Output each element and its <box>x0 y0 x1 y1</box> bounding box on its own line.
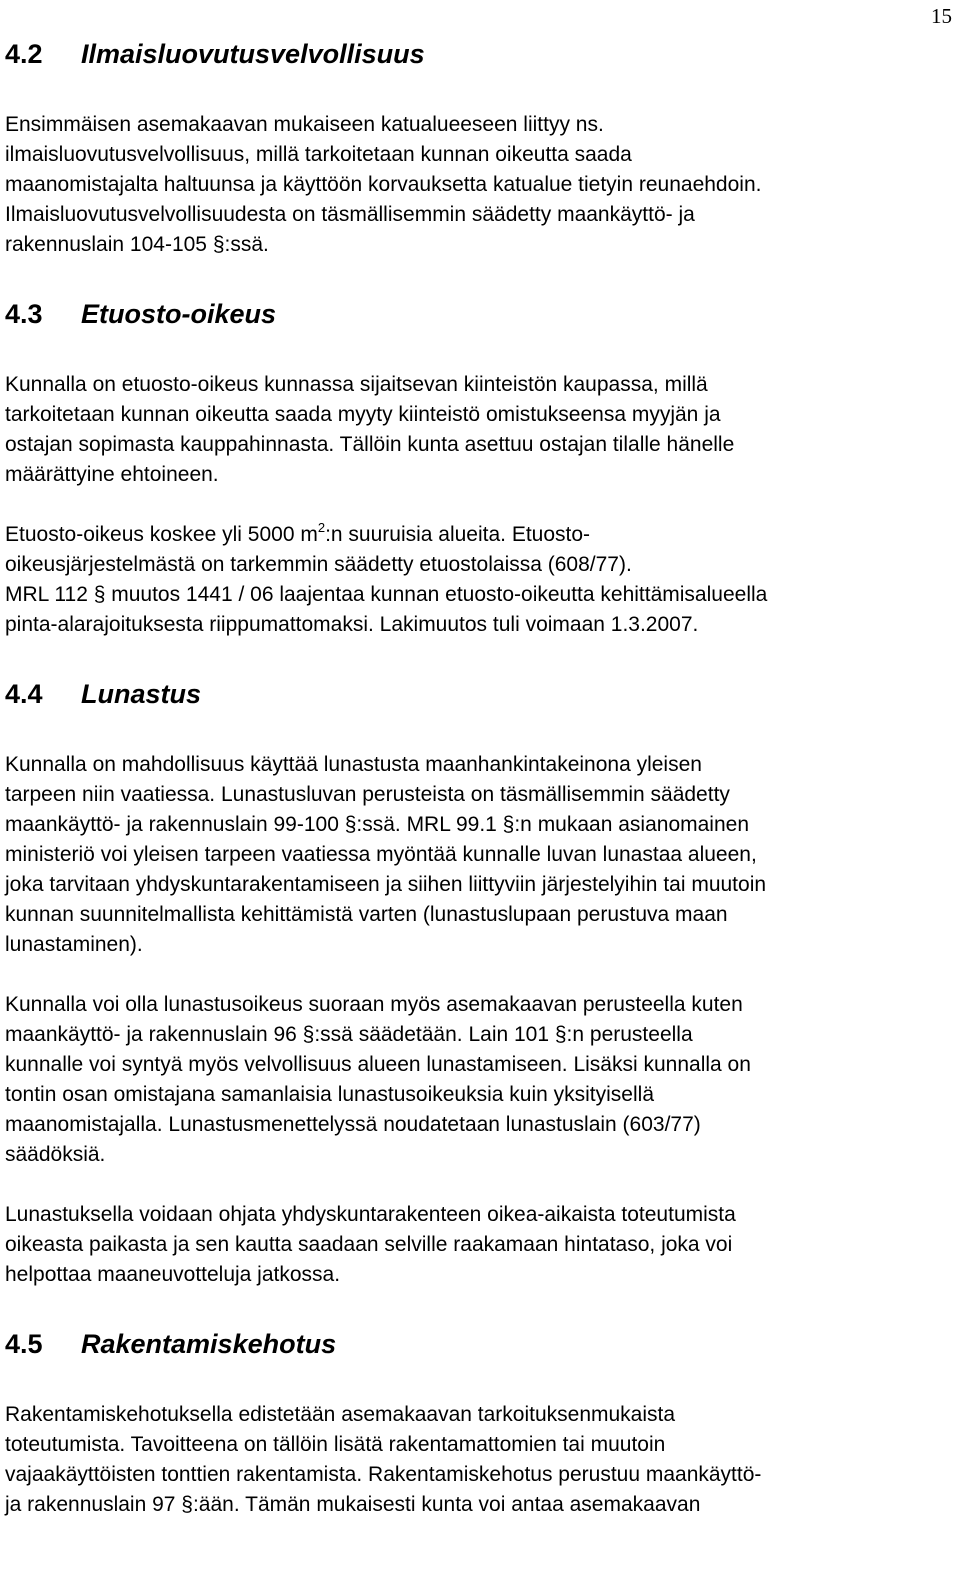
paragraph: Kunnalla on etuosto-oikeus kunnassa sijaitsevan kiinteistön kaupassa, millä tarkoitetaan kunnan oikeutta saada myyty kiinteistö omistukseensa myyjän ja ostajan sopimasta kauppahinnasta. Tällöin kunta asettuu ostajan tilalle hänelle määrättyine ehtoineen. <box>5 373 735 486</box>
section-heading-4-4 <box>5 678 955 710</box>
section-heading-4-5 <box>5 1328 955 1360</box>
document-content <box>5 38 955 1520</box>
paragraph-text: :n suuruisia alueita. Etuosto- oikeusjärjestelmästä on tarkemmin säädetty etuostolaissa (608/77). MRL 112 § muutos 1441 / 06 laajentaa kunnan etuosto-oikeutta kehittämisalueella pinta-alarajoituksesta riippumattomaksi. Lakimuutos tuli voimaan 1.3.2007. <box>5 523 768 636</box>
section-title: Ilmaisluovutusvelvollisuus <box>81 39 425 69</box>
section-number: 4.2 <box>5 39 43 69</box>
section-title: Lunastus <box>81 679 202 709</box>
page-number: 15 <box>931 4 952 28</box>
section-heading-4-3 <box>5 298 955 330</box>
section-title: Rakentamiskehotus <box>81 1329 337 1359</box>
section-number: 4.4 <box>5 679 43 709</box>
section-heading-4-2 <box>5 38 955 70</box>
paragraph: Kunnalla voi olla lunastusoikeus suoraan myös asemakaavan perusteella kuten maankäyttö- ja rakennuslain 96 §:ssä säädetään. Lain 101 §:n perusteella kunnalle voi syntyä myös velvollisuus alueen lunastamiseen. Lisäksi kunnalla on tontin osan omistajana samanlaisia lunastusoikeuksia kuin yksityisellä maanomistajalla. Lunastusmenettelyssä noudatetaan lunastuslain (603/77) säädöksiä. <box>5 993 751 1166</box>
paragraph: Lunastuksella voidaan ohjata yhdyskuntarakenteen oikea-aikaista toteutumista oikeasta paikasta ja sen kautta saadaan selville raakamaan hintataso, joka voi helpottaa maaneuvotteluja jatkossa. <box>5 1203 736 1286</box>
section-number: 4.5 <box>5 1329 43 1359</box>
paragraph: Ensimmäisen asemakaavan mukaiseen katualueeseen liittyy ns. ilmaisluovutusvelvollisuus, millä tarkoitetaan kunnan oikeutta saada maanomistajalta haltuunsa ja käyttöön korvauksetta katualue tietyin reunaehdoin. Ilmaisluovutusvelvollisuudesta on täsmällisemmin säädetty maankäyttö- ja rakennuslain 104-105 §:ssä. <box>5 113 762 256</box>
paragraph-text: Etuosto-oikeus koskee yli 5000 m <box>5 523 318 546</box>
superscript: 2 <box>317 520 326 535</box>
paragraph <box>5 520 955 640</box>
section-number: 4.3 <box>5 299 43 329</box>
paragraph: Rakentamiskehotuksella edistetään asemakaavan tarkoituksenmukaista toteutumista. Tavoitteena on tällöin lisätä rakentamattomien tai muutoin vajaakäyttöisten tonttien rakentamista. Rakentamiskehotus perustuu maankäyttö- ja rakennuslain 97 §:ään. Tämän mukaisesti kunta voi antaa asemakaavan <box>5 1403 762 1516</box>
paragraph: Kunnalla on mahdollisuus käyttää lunastusta maanhankintakeinona yleisen tarpeen niin vaatiessa. Lunastusluvan perusteista on täsmällisemmin säädetty maankäyttö- ja rakennuslain 99-100 §:ssä. MRL 99.1 §:n mukaan asianomainen ministeriö voi yleisen tarpeen vaatiessa myöntää kunnalle luvan lunastaa alueen, joka tarvitaan yhdyskuntarakentamiseen ja siihen liittyviin järjestelyihin tai muutoin kunnan suunnitelmallista kehittämistä varten (lunastuslupaan perustuva maan lunastaminen). <box>5 753 767 956</box>
section-title: Etuosto-oikeus <box>81 299 277 329</box>
